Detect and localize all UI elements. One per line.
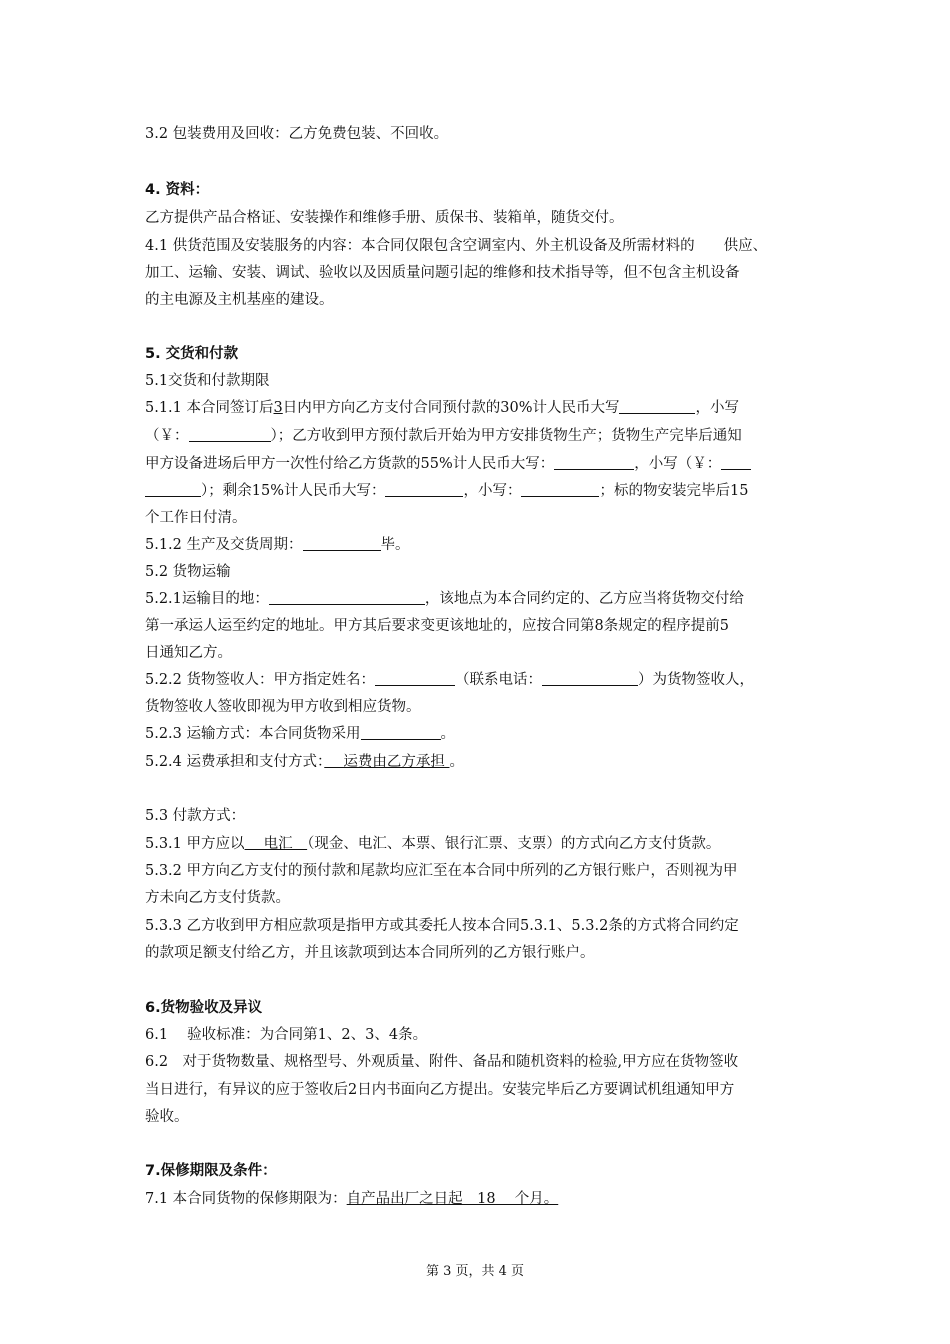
blank-field [375,670,455,686]
blank-field [521,481,599,497]
warranty-period-value: 自产品出厂之日起 18 个月。 [346,1191,559,1207]
materials-text: 乙方提供产品合格证、安装操作和维修手册、质保书、装箱单，随货交付。 [145,210,624,226]
clause-5-3-3-line2: 的款项足额支付给乙方，并且该款项到达本合同所列的乙方银行账户。 [145,945,595,961]
clause-5-2-1-line3: 日通知乙方。 [145,645,232,661]
blank-field [542,670,638,686]
clause-4-1-line2: 加工、运输、安装、调试、验收以及因质量问题引起的维修和技术指导等，但不包含主机设备 [145,265,740,281]
clause-5-3-1: 5.3.1 甲方应以 电汇 （现金、电汇、本票、银行汇票、支票）的方式向乙方支付货款。 [145,836,721,852]
blank-field [361,724,441,740]
clause-5-2-2-line2: 货物签收人签收即视为甲方收到相应货物。 [145,699,421,715]
blank-field [269,589,425,605]
blank-field [619,398,695,414]
blank-field [385,481,463,497]
clause-5-3: 5.3 付款方式： [145,808,246,824]
clause-7-1: 7.1 本合同货物的保修期限为：自产品出厂之日起 18 个月。 [145,1191,559,1207]
clause-4-1-line3: 的主电源及主机基座的建设。 [145,292,334,308]
section-7-heading: 7.保修期限及条件： [145,1163,277,1179]
clause-5-3-2-line1: 5.3.2 甲方向乙方支付的预付款和尾款均应汇至在本合同中所列的乙方银行账户，否则视为甲 [145,863,738,879]
clause-5-1-1-line5: 个工作日付清。 [145,510,247,526]
clause-5-1-2: 5.1.2 生产及交货周期： 毕。 [145,537,410,553]
section-6-heading: 6.货物验收及异议 [145,1000,263,1016]
clause-5-3-2-line2: 方未向乙方支付货款。 [145,890,290,906]
blank-field [145,481,201,497]
clause-6-2-line1: 6.2 对于货物数量、规格型号、外观质量、附件、备品和随机资料的检验,甲方应在货物签收 [145,1054,739,1070]
clause-5-2-3: 5.2.3 运输方式：本合同货物采用 。 [145,726,456,742]
clause-5-1-1-line2: （￥： ）；乙方收到甲方预付款后开始为甲方安排货物生产；货物生产完毕后通知 [145,428,742,444]
clause-6-2-line2: 当日进行，有异议的应于签收后2日内书面向乙方提出。安装完毕后乙方要调试机组通知甲方 [145,1082,735,1098]
clause-5-2-1-line2: 第一承运人运至约定的地址。甲方其后要求变更该地址的，应按合同第8条规定的程序提前5 [145,618,729,634]
payment-method-value: 电汇 [244,836,308,852]
clause-5-2: 5.2 货物运输 [145,564,231,580]
clause-5-2-2-line1: 5.2.2 货物签收人：甲方指定姓名： （联系电话： ）为货物签收人， [145,672,755,688]
clause-4-1-line1: 4.1 供货范围及安装服务的内容：本合同仅限包含空调室内、外主机设备及所需材料的 供应、 [145,238,768,254]
freight-value: 运费由乙方承担 [324,754,450,770]
clause-3-2: 3.2 包装费用及回收：乙方免费包装、不回收。 [145,126,449,142]
page-footer: 第 3 页，共 4 页 [425,1264,525,1279]
clause-5-2-1-line1: 5.2.1运输目的地： ，该地点为本合同约定的、乙方应当将货物交付给 [145,591,744,607]
clause-5-3-3-line1: 5.3.3 乙方收到甲方相应款项是指甲方或其委托人按本合同5.3.1、5.3.2条的方式将合同约定 [145,918,739,934]
clause-5-1-1-line4: ）；剩余15%计人民币大写： ，小写： ；标的物安装完毕后15 [145,481,748,501]
section-4-heading: 4. 资料： [145,182,210,198]
clause-5-1: 5.1交货和付款期限 [145,373,270,389]
blank-field [721,454,751,470]
clause-5-1-1-line3: 甲方设备进场后甲方一次性付给乙方货款的55%计人民币大写： ，小写（￥： [145,454,751,474]
clause-5-1-1-line1: 5.1.1 本合同签订后3日内甲方向乙方支付合同预付款的30%计人民币大写 ，小写 [145,400,739,416]
blank-field [189,426,271,442]
clause-5-2-4: 5.2.4 运费承担和支付方式： 运费由乙方承担 。 [145,754,464,770]
section-5-heading: 5. 交货和付款 [145,346,239,362]
clause-6-2-line3: 验收。 [145,1109,189,1125]
clause-6-1: 6.1 验收标准：为合同第1、2、3、4条。 [145,1027,428,1043]
days-value: 3 [273,400,283,416]
blank-field [303,535,381,551]
blank-field [554,454,634,470]
